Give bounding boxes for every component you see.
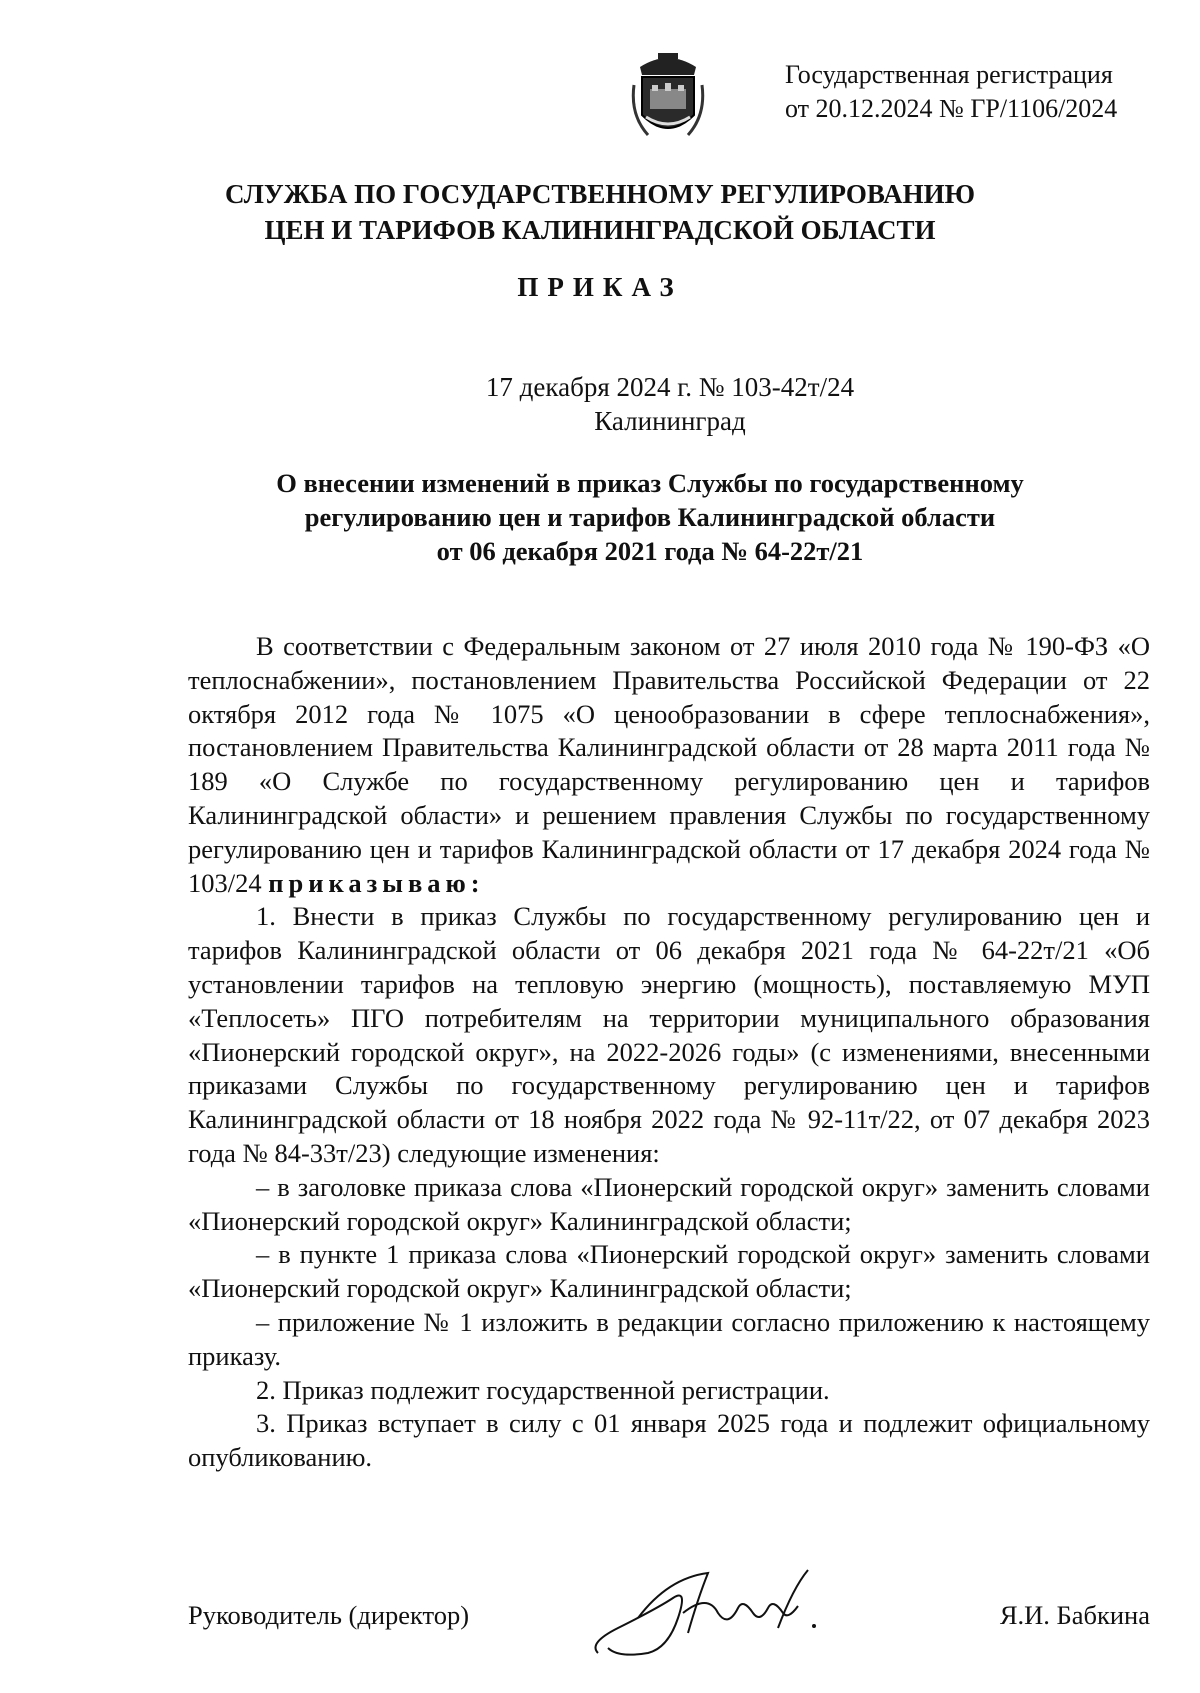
item-2: 2. Приказ подлежит государственной регистрации. (256, 1374, 830, 1405)
preamble-paragraph (188, 630, 1150, 900)
preamble-text: В соответствии с Федеральным законом от 27 июля 2010 года № 190-ФЗ «О теплоснабжении», постановлением Правительства Российской Федерации от 22 октября 2012 года № 1075 «О ценообразовании в сфере теплоснабжения», постановлением Правительства Калининградской области от 28 марта 2011 года № 189 «О Службе по государственному регулированию цен и тарифов Калининградской области» и решением правления Службы по государственному регулированию цен и тарифов Калининградской области от 17 декабря 2024 года № 103/24 (188, 631, 1150, 898)
item-3: 3. Приказ вступает в силу с 01 января 2025 года и подлежит официальному опубликованию. (188, 1408, 1150, 1473)
agency-heading (150, 176, 1050, 248)
subitem-2: – в пункте 1 приказа слова «Пионерский городской округ» заменить словами «Пионерский городской округ» Калининградской области; (188, 1239, 1150, 1304)
order-body (188, 630, 1150, 1475)
subitem-3: – приложение № 1 изложить в редакции согласно приложению к настоящему приказу. (188, 1306, 1150, 1371)
document-type: ПРИКАЗ (517, 272, 683, 302)
registration-line-1: Государственная регистрация (785, 60, 1113, 89)
registration-line-2: от 20.12.2024 № ГР/1106/2024 (785, 94, 1118, 123)
subitem-1: – в заголовке приказа слова «Пионерский городской округ» заменить словами «Пионерский городской округ» Калининградской области; (188, 1171, 1150, 1236)
date-place-block (300, 370, 1040, 438)
order-verb: приказываю: (268, 867, 485, 898)
subject-line-3: от 06 декабря 2021 года № 64-22т/21 (436, 536, 864, 566)
agency-line-2: ЦЕН И ТАРИФОВ КАЛИНИНГРАДСКОЙ ОБЛАСТИ (264, 215, 936, 245)
order-subject (190, 466, 1110, 568)
registration-stamp (785, 58, 1117, 126)
signature-block (188, 1570, 1150, 1670)
signatory-name: Я.И. Бабкина (999, 1600, 1150, 1630)
order-place: Калининград (594, 406, 746, 436)
subject-line-2: регулированию цен и тарифов Калининградской области (304, 502, 996, 532)
item-1: 1. Внести в приказ Службы по государственному регулированию цен и тарифов Калининградской области от 06 декабря 2021 года № 64-22т/21 «Об установлении тарифов на тепловую энергию (мощность), поставляемую МУП «Теплосеть» ПГО потребителям на территории муниципального образования «Пионерский городской округ», на 2022-2026 годы» (с изменениями, внесенными приказами Службы по государственному регулированию цен и тарифов Калининградской области от 18 ноября 2022 года № 92-11т/22, от 07 декабря 2023 года № 84-33т/23) следующие изменения: (188, 901, 1150, 1168)
order-date-number: 17 декабря 2024 г. № 103-42т/24 (485, 372, 855, 402)
signatory-title: Руководитель (директор) (188, 1600, 470, 1630)
subject-line-1: О внесении изменений в приказ Службы по государственному (276, 468, 1024, 498)
coat-of-arms-icon (628, 45, 708, 145)
handwritten-signature (578, 1558, 838, 1668)
agency-line-1: СЛУЖБА ПО ГОСУДАРСТВЕННОМУ РЕГУЛИРОВАНИЮ (224, 179, 976, 209)
